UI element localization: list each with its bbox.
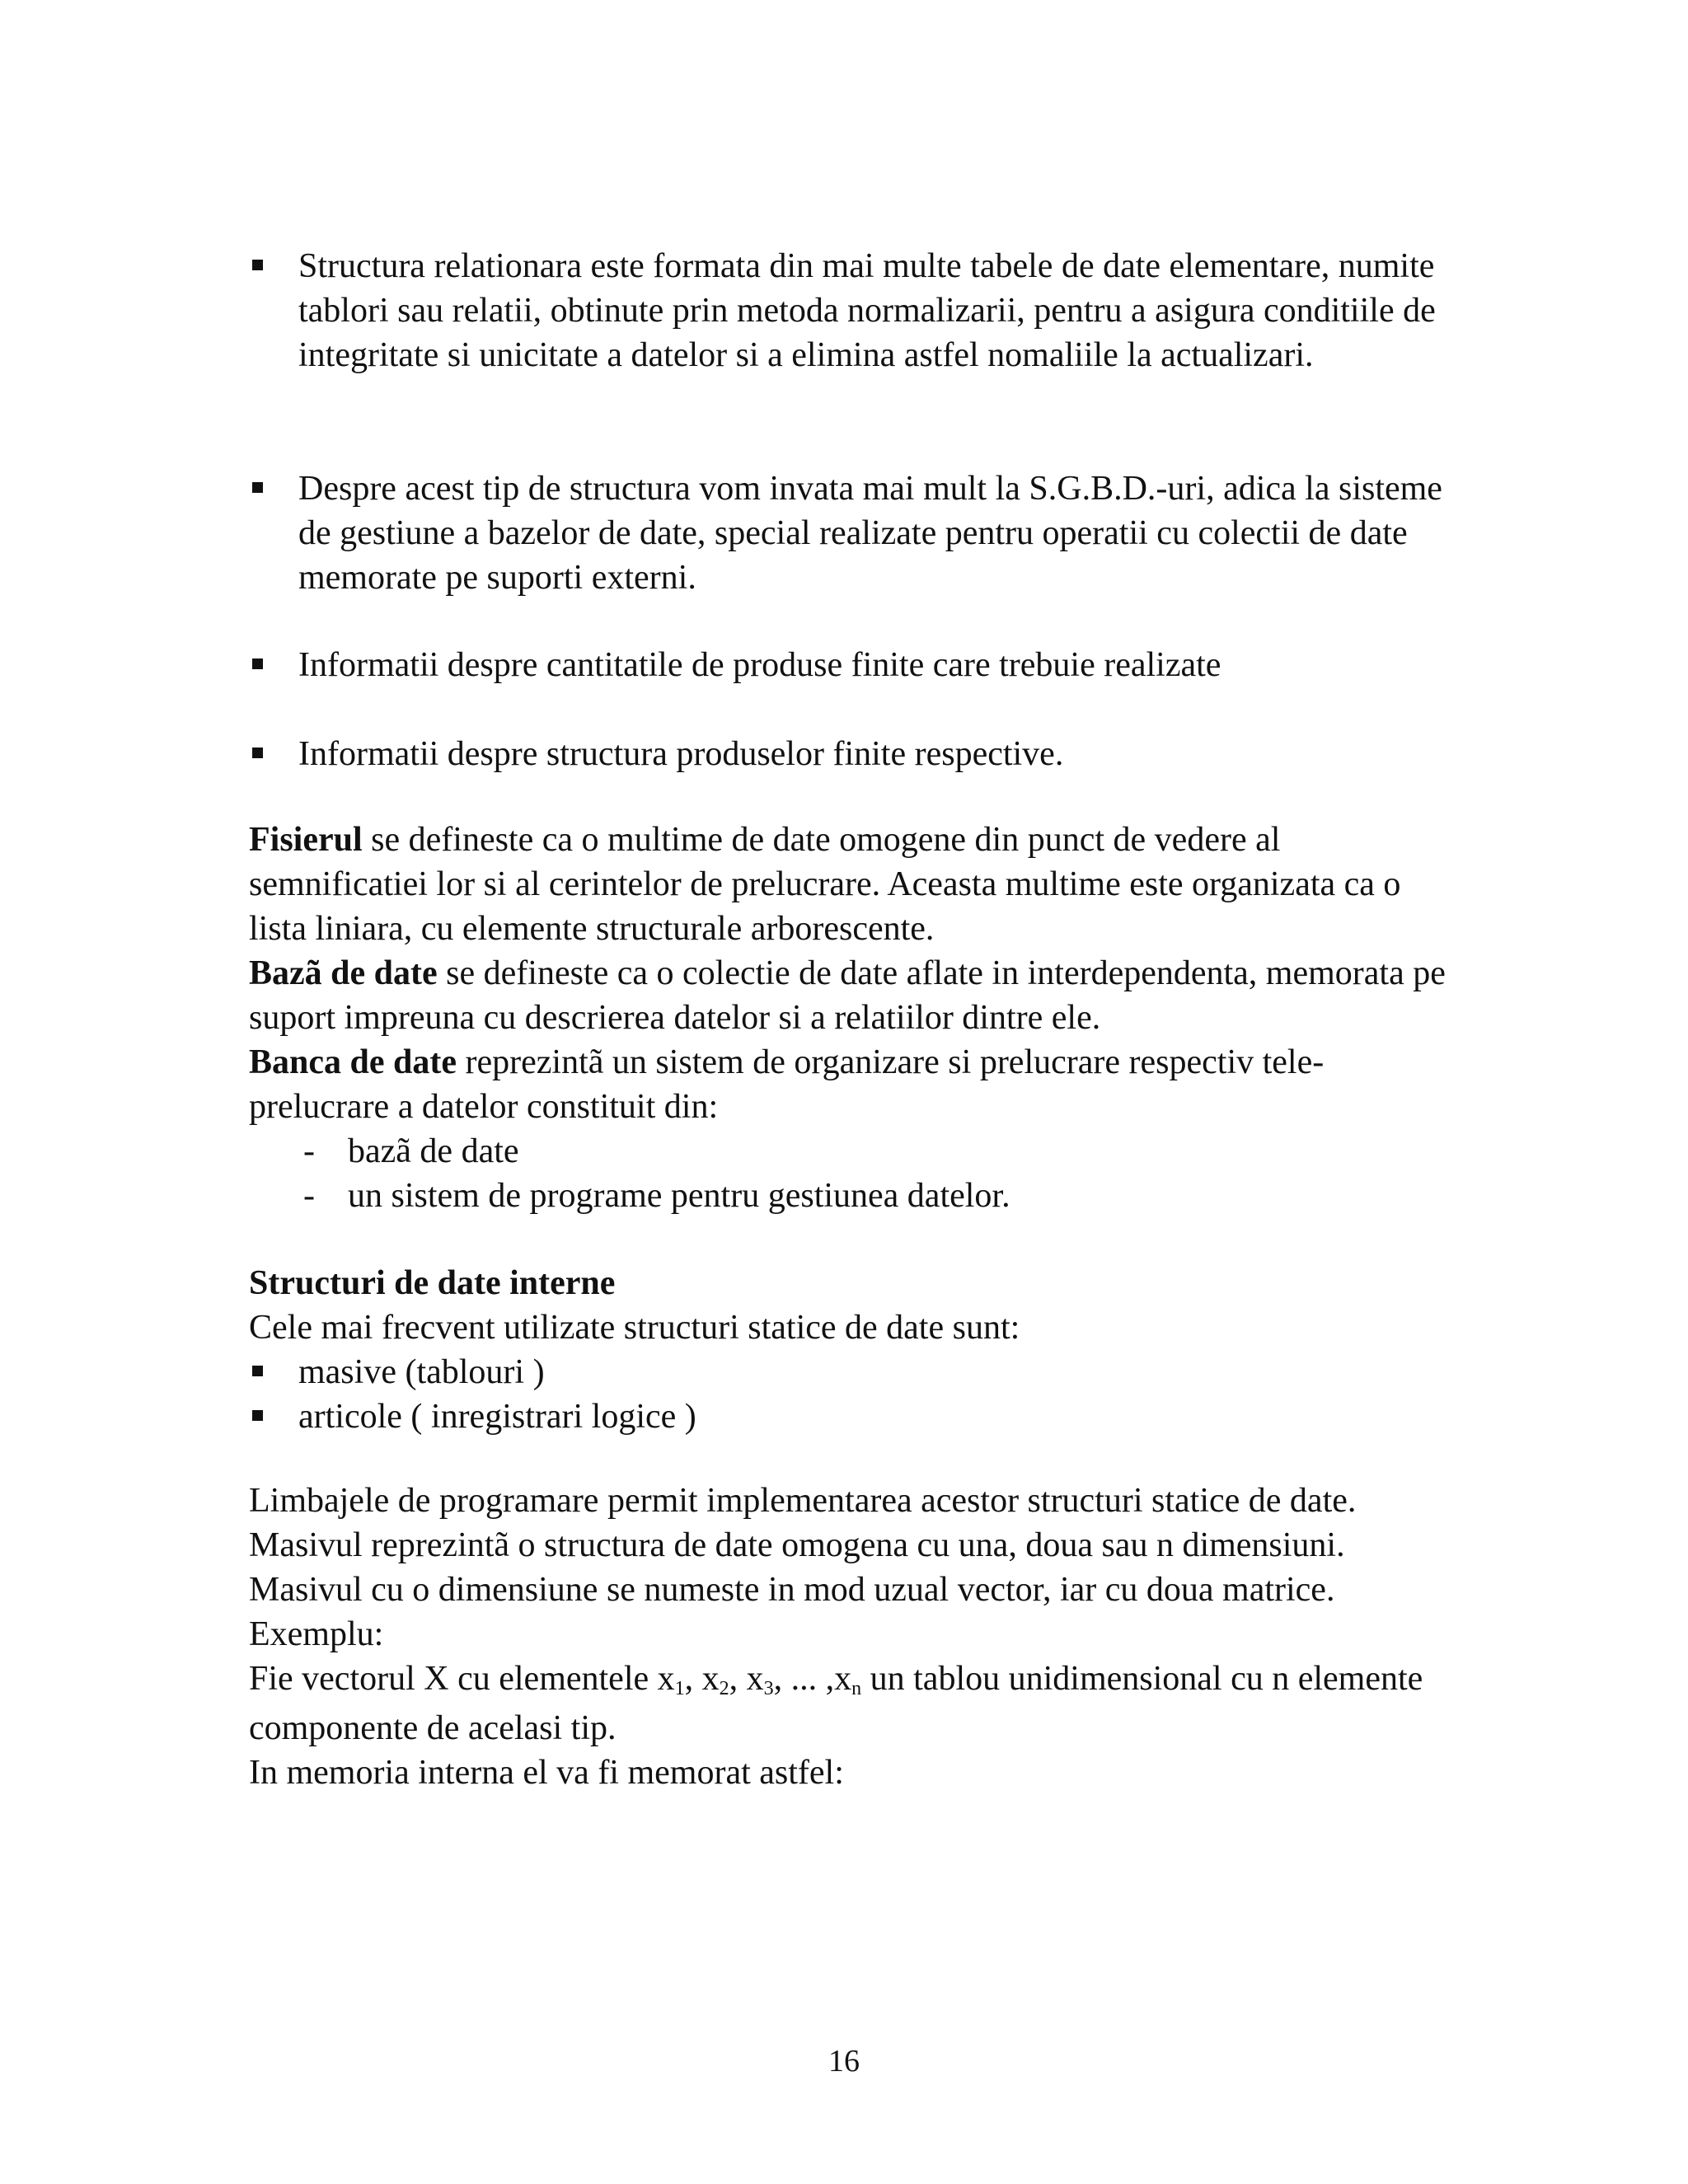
- bullet-list-top-2: [249, 466, 1452, 600]
- square-bullet-icon: [252, 658, 263, 669]
- list-item: [249, 1350, 1452, 1394]
- square-bullet-icon: [252, 1366, 263, 1376]
- bullet-list-top-4: [249, 732, 1452, 776]
- page-number: 16: [828, 2044, 860, 2079]
- bullet-text: Informatii despre cantitatile de produse finite care trebuie realizate: [298, 646, 1221, 684]
- definition-text: reprezintã un sistem de organizare si prelucrare respectiv tele-prelucrare a datelor constituit din:: [249, 1043, 1325, 1126]
- section-structuri-interne: [249, 1261, 1452, 1439]
- definitions: [249, 818, 1452, 1129]
- bullet-text: Structura relationara este formata din mai multe tabele de date elementare, numite tablori sau relatii, obtinute prin metoda normalizarii, pentru a asigura conditiile de integritate si unicitate a datelor si a elimina astfel nomaliile la actualizari.: [298, 247, 1436, 374]
- list-item: [298, 1174, 1452, 1218]
- paragraph: Masivul reprezintã o structura de date omogena cu una, doua sau n dimensiuni. Masivul cu o dimensiune se numeste in mod uzual vector, iar cu doua matrice.: [249, 1526, 1345, 1609]
- dash-text: bazã de date: [348, 1132, 519, 1170]
- subscript: n: [851, 1678, 862, 1699]
- definition-text: se defineste ca o colectie de date aflate in interdependenta, memorata pe suport impreuna cu descrierea datelor si a relatiilor dintre ele.: [249, 954, 1446, 1037]
- dash-list: [298, 1129, 1452, 1218]
- dash-bullet-icon: -: [303, 1132, 315, 1170]
- bullet-text: articole ( inregistrari logice ): [298, 1398, 696, 1436]
- bullet-text: Despre acest tip de structura vom invata mai mult la S.G.B.D.-uri, adica la sisteme de gestiune a bazelor de date, special realizate pentru operatii cu colectii de date memorate pe suporti externi.: [298, 470, 1442, 597]
- bullet-list-top: [249, 244, 1452, 377]
- definition-banca-de-date: [249, 1040, 1452, 1129]
- subscript: 2: [719, 1678, 729, 1699]
- subscript: 3: [763, 1678, 774, 1699]
- term-baza-de-date: Bazã de date: [249, 954, 438, 992]
- square-bullet-icon: [252, 1410, 263, 1421]
- paragraph: Limbajele de programare permit implementarea acestor structuri statice de date.: [249, 1482, 1357, 1520]
- term-banca-de-date: Banca de date: [249, 1043, 457, 1081]
- paragraph-vector-example: Fie vectorul X cu elementele $x_1$, $x_2$, $x_3$, ... $,x_n$ un tablou unidimensional cu n elemente componente de acelasi tip.: [249, 1660, 1423, 1747]
- list-item: [249, 732, 1452, 776]
- bullet-list-top-3: [249, 643, 1452, 687]
- list-item: [298, 1129, 1452, 1174]
- dash-bullet-icon: -: [303, 1177, 315, 1215]
- dash-text: un sistem de programe pentru gestiunea datelor.: [348, 1177, 1010, 1215]
- bullet-text: Informatii despre structura produselor finite respective.: [298, 735, 1064, 773]
- term-fisierul: Fisierul: [249, 821, 363, 859]
- list-item: [249, 466, 1452, 600]
- square-bullet-icon: [252, 748, 263, 758]
- square-bullet-icon: [252, 482, 263, 493]
- subscript: 1: [674, 1678, 685, 1699]
- definition-fisierul: [249, 818, 1452, 951]
- bullet-text: masive (tablouri ): [298, 1353, 545, 1391]
- list-item: [249, 1394, 1452, 1439]
- body-text: [249, 1479, 1452, 1795]
- definition-baza-de-date: [249, 951, 1452, 1040]
- list-item: [249, 643, 1452, 687]
- section-intro: Cele mai frecvent utilizate structuri statice de date sunt:: [249, 1309, 1020, 1347]
- square-bullet-icon: [252, 260, 263, 270]
- section-heading: Structuri de date interne: [249, 1264, 616, 1302]
- list-item: [249, 244, 1452, 377]
- definition-text: se defineste ca o multime de date omogene din punct de vedere al semnificatiei lor si al cerintelor de prelucrare. Aceasta multime este organizata ca o lista liniara, cu elemente structurale arborescente.: [249, 821, 1401, 948]
- paragraph: In memoria interna el va fi memorat astfel:: [249, 1754, 844, 1792]
- paragraph: Exemplu:: [249, 1615, 384, 1653]
